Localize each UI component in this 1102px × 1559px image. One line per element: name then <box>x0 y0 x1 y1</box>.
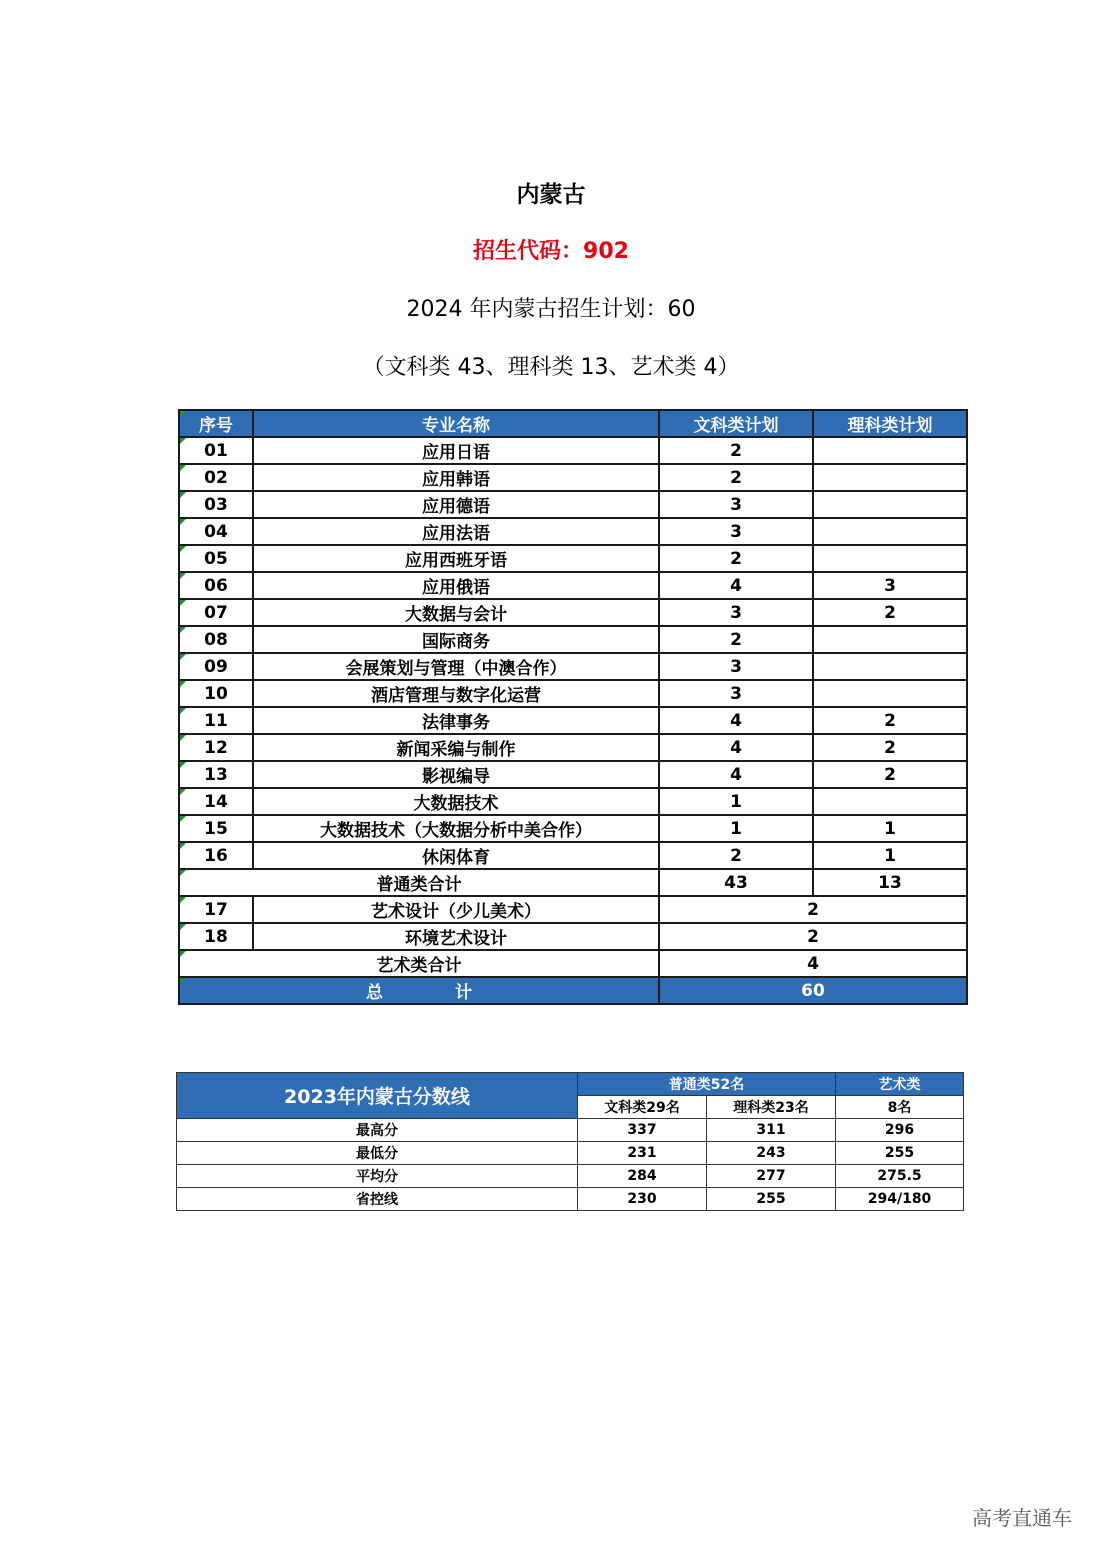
science-plan-cell <box>813 437 967 464</box>
art-category-header: 艺术类 <box>836 1073 964 1096</box>
seq-cell: 07 <box>179 599 253 626</box>
major-name-cell: 大数据技术（大数据分析中美合作） <box>253 815 659 842</box>
plan-breakdown-line: （文科类 43、理科类 13、艺术类 4） <box>362 355 740 380</box>
science-plan-cell <box>813 680 967 707</box>
science-score: 255 <box>707 1188 836 1211</box>
liberal-arts-plan-cell: 4 <box>659 572 813 599</box>
grand-total-label <box>179 977 659 1004</box>
table-row <box>179 437 967 464</box>
liberal-arts-score: 231 <box>578 1142 707 1165</box>
seq-cell: 15 <box>179 815 253 842</box>
score-row-label: 平均分 <box>177 1165 578 1188</box>
major-name-cell: 应用韩语 <box>253 464 659 491</box>
science-plan-cell: 3 <box>813 572 967 599</box>
major-name-cell: 酒店管理与数字化运营 <box>253 680 659 707</box>
table-row <box>179 734 967 761</box>
seq-cell: 12 <box>179 734 253 761</box>
header-science-plan: 理科类计划 <box>813 410 967 437</box>
general-total-science: 13 <box>813 869 967 896</box>
science-plan-cell: 2 <box>813 734 967 761</box>
grand-total-label-right: 计 <box>455 983 472 1003</box>
score-table-title: 2023年内蒙古分数线 <box>177 1073 578 1119</box>
general-category-header: 普通类52名 <box>578 1073 836 1096</box>
art-total-value: 4 <box>659 950 967 977</box>
table-row <box>179 653 967 680</box>
liberal-arts-plan-cell: 3 <box>659 680 813 707</box>
science-plan-cell: 2 <box>813 707 967 734</box>
table-row <box>179 788 967 815</box>
seq-cell: 01 <box>179 437 253 464</box>
score-row-label: 最低分 <box>177 1142 578 1165</box>
plan-table-header-row <box>179 410 967 437</box>
grand-total-value: 60 <box>659 977 967 1004</box>
score-header-row-1 <box>177 1073 964 1096</box>
major-name-cell: 应用俄语 <box>253 572 659 599</box>
art-score: 296 <box>836 1119 964 1142</box>
seq-cell: 02 <box>179 464 253 491</box>
liberal-arts-plan-cell: 2 <box>659 626 813 653</box>
table-row <box>179 464 967 491</box>
art-score: 255 <box>836 1142 964 1165</box>
seq-cell: 08 <box>179 626 253 653</box>
major-name-cell: 环境艺术设计 <box>253 923 659 950</box>
seq-cell: 13 <box>179 761 253 788</box>
art-total-label: 艺术类合计 <box>179 950 659 977</box>
liberal-arts-plan-cell: 4 <box>659 761 813 788</box>
table-row <box>179 680 967 707</box>
seq-cell: 17 <box>179 896 253 923</box>
liberal-arts-plan-cell: 2 <box>659 545 813 572</box>
general-total-label: 普通类合计 <box>179 869 659 896</box>
seq-cell: 03 <box>179 491 253 518</box>
table-row <box>179 923 967 950</box>
seq-cell: 10 <box>179 680 253 707</box>
major-name-cell: 艺术设计（少儿美术） <box>253 896 659 923</box>
seq-cell: 09 <box>179 653 253 680</box>
art-plan-cell: 2 <box>659 896 967 923</box>
liberal-arts-plan-cell: 2 <box>659 464 813 491</box>
seq-cell: 04 <box>179 518 253 545</box>
art-score: 275.5 <box>836 1165 964 1188</box>
enrollment-plan-line: 2024 年内蒙古招生计划：60 <box>406 297 696 322</box>
major-name-cell: 应用德语 <box>253 491 659 518</box>
header-seq: 序号 <box>179 410 253 437</box>
major-name-cell: 新闻采编与制作 <box>253 734 659 761</box>
table-row <box>179 518 967 545</box>
science-score: 277 <box>707 1165 836 1188</box>
liberal-arts-score: 337 <box>578 1119 707 1142</box>
table-row <box>179 491 967 518</box>
science-plan-cell <box>813 491 967 518</box>
liberal-arts-plan-cell: 3 <box>659 491 813 518</box>
science-score: 243 <box>707 1142 836 1165</box>
science-plan-cell <box>813 518 967 545</box>
art-plan-cell: 2 <box>659 923 967 950</box>
table-row <box>179 545 967 572</box>
liberal-arts-score: 230 <box>578 1188 707 1211</box>
science-plan-cell <box>813 653 967 680</box>
score-row-label: 最高分 <box>177 1119 578 1142</box>
major-name-cell: 休闲体育 <box>253 842 659 869</box>
liberal-arts-plan-cell: 2 <box>659 842 813 869</box>
score-row-label: 省控线 <box>177 1188 578 1211</box>
major-name-cell: 应用西班牙语 <box>253 545 659 572</box>
general-total-row <box>179 869 967 896</box>
science-plan-cell: 2 <box>813 599 967 626</box>
science-plan-cell: 1 <box>813 815 967 842</box>
table-row <box>179 896 967 923</box>
seq-cell: 05 <box>179 545 253 572</box>
major-name-cell: 会展策划与管理（中澳合作） <box>253 653 659 680</box>
region-title: 内蒙古 <box>516 182 586 208</box>
liberal-arts-plan-cell: 4 <box>659 707 813 734</box>
science-plan-cell <box>813 545 967 572</box>
table-row <box>177 1119 964 1142</box>
header-liberal-arts-plan: 文科类计划 <box>659 410 813 437</box>
grand-total-label-left: 总 <box>366 983 383 1003</box>
header-major-name: 专业名称 <box>253 410 659 437</box>
seq-cell: 06 <box>179 572 253 599</box>
enrollment-plan-table <box>178 409 968 1005</box>
liberal-arts-score: 284 <box>578 1165 707 1188</box>
table-row <box>177 1142 964 1165</box>
science-plan-cell: 1 <box>813 842 967 869</box>
score-line-table <box>176 1072 964 1211</box>
science-plan-cell <box>813 464 967 491</box>
major-name-cell: 影视编导 <box>253 761 659 788</box>
liberal-arts-plan-cell: 1 <box>659 788 813 815</box>
seq-cell: 18 <box>179 923 253 950</box>
art-score: 294/180 <box>836 1188 964 1211</box>
seq-cell: 16 <box>179 842 253 869</box>
science-plan-cell <box>813 626 967 653</box>
liberal-arts-plan-cell: 3 <box>659 518 813 545</box>
major-name-cell: 国际商务 <box>253 626 659 653</box>
liberal-arts-plan-cell: 2 <box>659 437 813 464</box>
grand-total-row <box>179 977 967 1004</box>
liberal-arts-plan-cell: 4 <box>659 734 813 761</box>
major-name-cell: 法律事务 <box>253 707 659 734</box>
table-row <box>179 599 967 626</box>
table-row <box>179 572 967 599</box>
watermark: 高考直通车 <box>972 1506 1072 1530</box>
liberal-arts-plan-cell: 3 <box>659 653 813 680</box>
major-name-cell: 大数据与会计 <box>253 599 659 626</box>
science-score: 311 <box>707 1119 836 1142</box>
admission-code: 招生代码：902 <box>473 239 629 264</box>
seq-cell: 14 <box>179 788 253 815</box>
major-name-cell: 大数据技术 <box>253 788 659 815</box>
science-plan-cell <box>813 788 967 815</box>
table-row <box>179 626 967 653</box>
table-row <box>177 1188 964 1211</box>
science-plan-cell: 2 <box>813 761 967 788</box>
table-row <box>179 707 967 734</box>
art-total-row <box>179 950 967 977</box>
major-name-cell: 应用法语 <box>253 518 659 545</box>
major-name-cell: 应用日语 <box>253 437 659 464</box>
liberal-arts-plan-cell: 3 <box>659 599 813 626</box>
art-subheader: 8名 <box>836 1096 964 1119</box>
science-subheader: 理科类23名 <box>707 1096 836 1119</box>
liberal-arts-subheader: 文科类29名 <box>578 1096 707 1119</box>
table-row <box>179 815 967 842</box>
liberal-arts-plan-cell: 1 <box>659 815 813 842</box>
seq-cell: 11 <box>179 707 253 734</box>
table-row <box>179 842 967 869</box>
table-row <box>177 1165 964 1188</box>
table-row <box>179 761 967 788</box>
general-total-liberal-arts: 43 <box>659 869 813 896</box>
